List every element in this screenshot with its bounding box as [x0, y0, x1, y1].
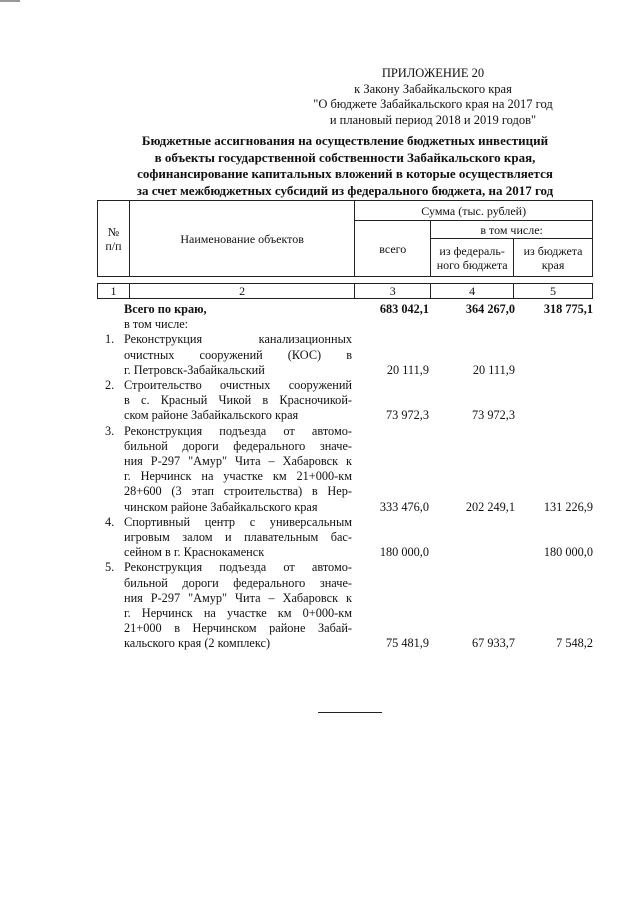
- table-row: [97, 560, 597, 651]
- appendix-block: [288, 66, 578, 128]
- table-row: [97, 332, 597, 378]
- object-name-line: г. Нерчинск на участке км 0+000-км: [124, 606, 352, 621]
- total-value: 180 000,0: [379, 545, 429, 560]
- sum-header: Сумма (тыс. рублей): [355, 201, 593, 221]
- regional-value: 318 775,1: [543, 302, 593, 316]
- end-divider: [318, 712, 382, 713]
- object-name-line: бильной дороги федерального значе-: [124, 438, 352, 453]
- row-number: 3.: [105, 423, 115, 438]
- appendix-line: и плановый период 2018 и 2019 годов": [329, 112, 537, 127]
- object-name-line: Спортивный центр с универсальным: [124, 514, 352, 529]
- regional-value: 180 000,0: [543, 545, 593, 560]
- col-number: 1: [98, 284, 130, 299]
- object-name-line: в с. Красный Чикой в Красночикой-: [124, 393, 352, 408]
- including-header: в том числе:: [431, 221, 593, 239]
- object-name: [124, 515, 352, 561]
- title-line: софинансирование капитальных вложений в которые осуществляется: [137, 166, 553, 181]
- federal-value: 202 249,1: [465, 499, 515, 514]
- federal-col-header: из федераль- ного бюджета: [431, 239, 514, 277]
- total-value: 683 042,1: [379, 302, 429, 316]
- title-line: Бюджетные ассигнования на осуществление бюджетных инвестиций: [141, 133, 549, 148]
- object-name-line: г. Нерчинск на участке км 21+000-км: [124, 469, 352, 484]
- federal-value: 364 267,0: [465, 302, 515, 316]
- object-name-line: 28+600 (3 этап строительства) в Нер-: [124, 484, 352, 499]
- row-number: 1.: [105, 332, 115, 347]
- col-number: 4: [431, 284, 514, 299]
- total-label: Всего по краю,: [124, 302, 207, 316]
- title-line: за счет межбюджетных субсидий из федерального бюджета, на 2017 год: [136, 182, 554, 198]
- total-sublabel: в том числе:: [124, 317, 189, 332]
- appendix-line: ПРИЛОЖЕНИЕ 20: [381, 66, 485, 80]
- object-name-line: 21+000 в Нерчинском районе Забай-: [124, 621, 352, 636]
- object-name: [124, 560, 352, 651]
- name-col-header: Наименование объектов: [129, 201, 354, 277]
- object-name-line: г. Петровск-Забайкальский: [124, 362, 265, 377]
- document-title: [100, 133, 590, 199]
- object-name-line: игровым залом и плавательным бас-: [124, 530, 352, 545]
- object-name-line: ском районе Забайкальского края: [124, 408, 299, 423]
- row-number: 4.: [105, 514, 115, 529]
- federal-value: 20 111,9: [472, 362, 515, 377]
- federal-value: 67 933,7: [471, 636, 515, 651]
- object-name-line: кальского края (2 комплекс): [124, 636, 271, 651]
- table-header: [97, 200, 593, 299]
- object-name-line: Реконструкция канализационных: [124, 332, 352, 347]
- object-name-line: Строительство очистных сооружений: [124, 378, 352, 393]
- appendix-line: "О бюджете Забайкальского края на 2017 год: [313, 97, 553, 111]
- table-row: [97, 424, 597, 515]
- total-row: [97, 302, 597, 317]
- col-number: 2: [129, 284, 354, 299]
- object-name-line: очистных сооружений (КОС) в: [124, 347, 352, 362]
- object-name-line: Реконструкция подъезда от автомо-: [124, 560, 352, 575]
- table-body: [97, 302, 597, 652]
- object-name-line: сейном в г. Краснокаменск: [124, 545, 265, 560]
- total-col-header: всего: [355, 221, 431, 277]
- object-name-line: ния Р-297 "Амур" Чита – Хабаровск к: [124, 590, 352, 605]
- num-col-header: № п/п: [98, 201, 130, 277]
- total-value: 73 972,3: [385, 408, 429, 423]
- total-value: 333 476,0: [379, 499, 429, 514]
- table-row: [97, 515, 597, 561]
- object-name-line: чинском районе Забайкальского края: [124, 499, 318, 514]
- object-name: [124, 424, 352, 515]
- col-number: 3: [355, 284, 431, 299]
- col-number: 5: [514, 284, 593, 299]
- row-number: 5.: [105, 560, 115, 575]
- corner-mark: [0, 0, 20, 2]
- object-name: [124, 332, 352, 378]
- object-name-line: Реконструкция подъезда от автомо-: [124, 423, 352, 438]
- object-name: [124, 378, 352, 424]
- total-value: 20 111,9: [386, 362, 429, 377]
- title-line: в объекты государственной собственности Забайкальского края,: [154, 149, 536, 165]
- row-number: 2.: [105, 378, 115, 393]
- object-name-line: бильной дороги федерального значе-: [124, 575, 352, 590]
- object-name-line: ния Р-297 "Амур" Чита – Хабаровск к: [124, 454, 352, 469]
- table-row: [97, 378, 597, 424]
- including-row: [97, 317, 597, 332]
- regional-value: 7 548,2: [556, 636, 593, 651]
- total-value: 75 481,9: [385, 636, 429, 651]
- appendix-line: к Закону Забайкальского края: [354, 81, 512, 96]
- federal-value: 73 972,3: [471, 408, 515, 423]
- regional-col-header: из бюджета края: [514, 239, 593, 277]
- regional-value: 131 226,9: [543, 499, 593, 514]
